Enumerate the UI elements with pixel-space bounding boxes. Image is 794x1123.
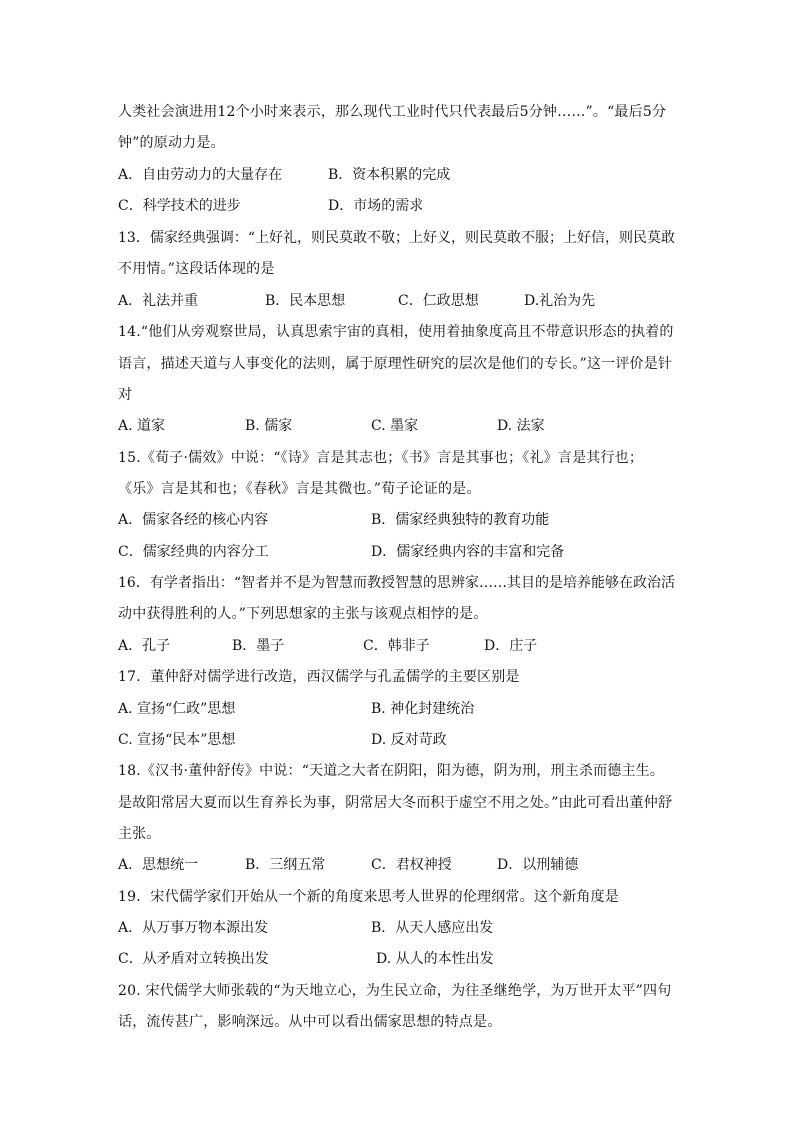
q12-option-a: A．自由劳动力的大量存在 [118,167,283,183]
q14-option-b: B. 儒家 [245,418,293,434]
q20-line-2: 话，流传甚广，影响深远。从中可以看出儒家思想的特点是。 [118,1014,502,1030]
q16-line-1: 16．有学者指出：“智者并不是为智慧而教授智慧的思辨家……其目的是培养能够在政治活 [118,575,675,591]
q13-line-2: 不用情。”这段话体现的是 [118,261,275,277]
q15-line-2: 《乐》言是其和也；《春秋》言是其微也。”荀子论证的是。 [118,481,481,497]
q18-option-d: D．以刑辅德 [497,857,579,873]
q15-option-d: D．儒家经典内容的丰富和完备 [371,544,565,560]
q17-option-c: C. 宣扬“民本”思想 [118,732,236,748]
q12-line-1: 人类社会演进用12个小时来表示，那么现代工业时代只代表最后5分钟……”。“最后5分 [118,104,667,120]
q14-option-a: A. 道家 [118,418,166,434]
q18-option-b: B．三纲五常 [245,857,326,873]
q16-option-a: A．孔子 [118,638,171,654]
q12-option-b: B．资本积累的完成 [328,167,451,183]
q13-option-c: C．仁政思想 [398,293,479,309]
q14-line-3: 对 [118,387,133,403]
q19-option-a: A．从万事万物本源出发 [118,920,269,936]
q17-option-b: B. 神化封建统治 [371,701,475,717]
q19-option-c: C．从矛盾对立转换出发 [118,951,269,967]
q16-option-b: B．墨子 [232,638,285,654]
q13-option-a: A．礼法并重 [118,293,199,309]
q18-option-c: C．君权神授 [371,857,452,873]
q14-line-2: 语言，描述天道与人事变化的法则，属于原理性研究的层次是他们的专长。”这一评价是针 [118,356,673,372]
q17-line-1: 17．董仲舒对儒学进行改造，西汉儒学与孔孟儒学的主要区别是 [118,669,520,685]
q19-line-1: 19．宋代儒学家们开始从一个新的角度来思考人世界的伦理纲常。这个新角度是 [118,889,620,905]
q15-option-a: A．儒家各经的核心内容 [118,512,269,528]
q18-line-2: 是故阳常居大夏而以生育养长为事，阴常居大冬而积于虚空不用之处。”由此可看出董仲舒 [118,795,673,811]
q16-line-2: 动中获得胜利的人。”下列思想家的主张与该观点相悖的是。 [118,606,488,622]
q12-option-d: D．市场的需求 [328,198,424,214]
q13-line-1: 13．儒家经典强调：“上好礼，则民莫敢不敬；上好义，则民莫敢不服；上好信，则民莫敢 [118,230,675,246]
q18-option-a: A．思想统一 [118,857,199,873]
q17-option-a: A. 宣扬“仁政”思想 [118,701,236,717]
q15-line-1: 15.《荀子·儒效》中说：“《诗》言是其志也；《书》言是其事也；《礼》言是其行也； [118,450,644,466]
q14-line-1: 14.“他们从旁观察世局，认真思索宇宙的真相，使用着抽象度高且不带意识形态的执着的 [118,324,674,340]
q17-option-d: D. 反对苛政 [371,732,447,748]
q19-option-d: D. 从人的本性出发 [376,951,494,967]
q14-option-d: D. 法家 [497,418,545,434]
q15-option-c: C．儒家经典的内容分工 [118,544,269,560]
q13-option-b: B．民本思想 [265,293,346,309]
q13-option-d: D.礼治为先 [524,293,596,309]
q16-option-c: C．韩非子 [363,638,430,654]
q15-option-b: B．儒家经典独特的教育功能 [371,512,550,528]
q20-line-1: 20. 宋代儒学大师张载的“为天地立心，为生民立命，为往圣继绝学，为万世开太平”四句 [118,983,672,999]
q12-option-c: C．科学技术的进步 [118,198,241,214]
q14-option-c: C. 墨家 [371,418,419,434]
q12-line-2: 钟”的原动力是。 [118,135,225,151]
q18-line-1: 18.《汉书·董仲舒传》中说：“天道之大者在阴阳，阳为德，阴为刑，刑主杀而德主生。 [118,763,665,779]
q16-option-d: D．庄子 [484,638,538,654]
q19-option-b: B．从天人感应出发 [371,920,494,936]
q18-line-3: 主张。 [118,826,161,842]
